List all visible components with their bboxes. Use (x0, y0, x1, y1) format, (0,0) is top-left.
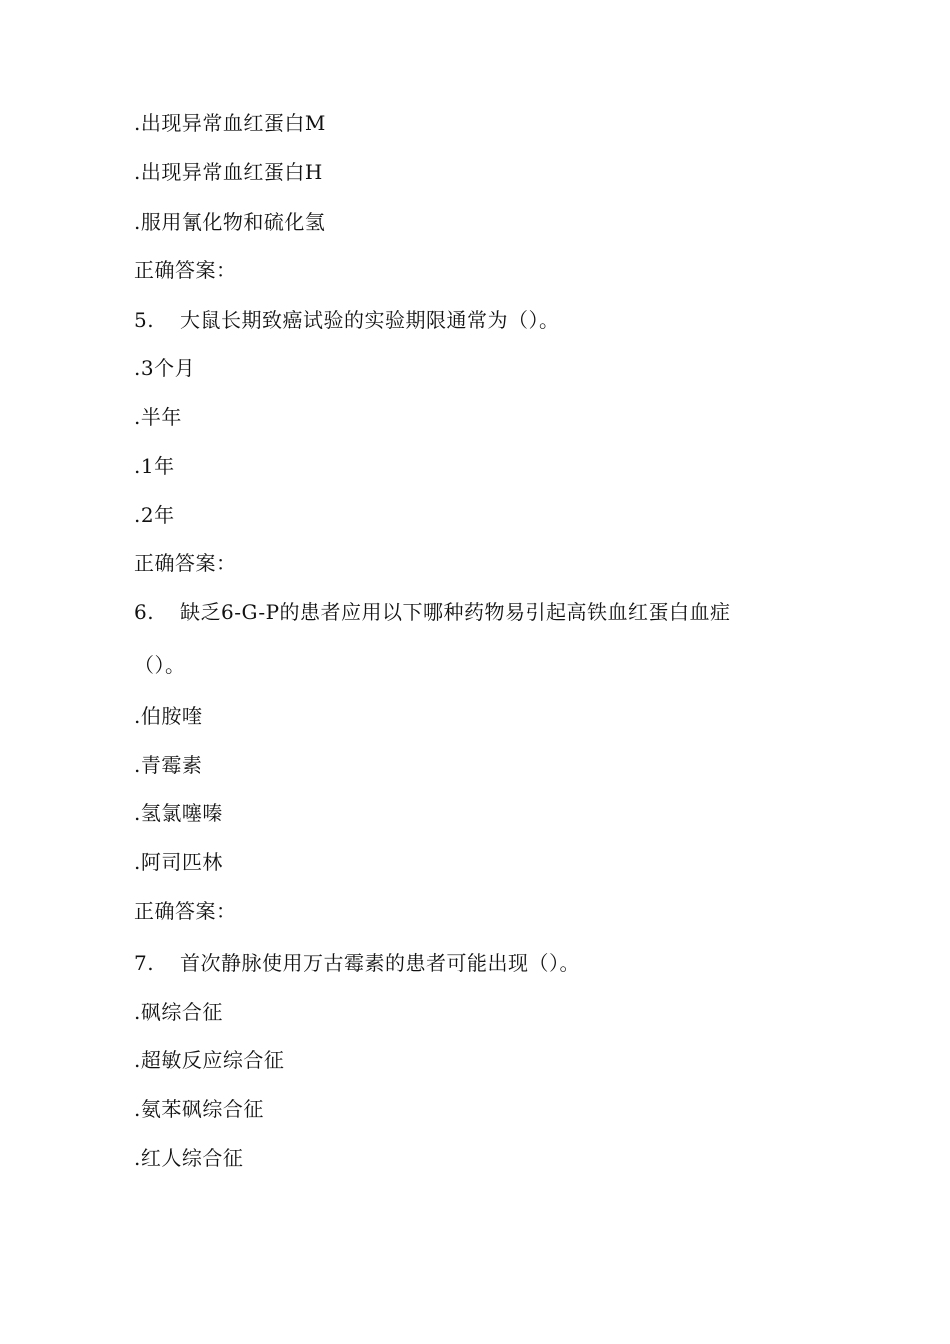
q7-option-1: .砜综合征 (134, 1000, 223, 1024)
q4-answer-label: 正确答案： (134, 258, 237, 282)
q5-option-3: .1年 (134, 454, 175, 478)
q7-question (134, 950, 580, 976)
q6-number: 6. (134, 600, 155, 624)
q7-option-2: .超敏反应综合征 (134, 1048, 285, 1072)
q5-number: 5. (134, 308, 155, 332)
q6-option-1: .伯胺喹 (134, 704, 203, 728)
q4-option-1: .出现异常血红蛋白M (134, 111, 326, 135)
q5-option-1: .3个月 (134, 356, 196, 380)
q6-option-3: .氢氯噻嗪 (134, 801, 223, 825)
q6-question (134, 599, 731, 625)
q5-option-2: .半年 (134, 405, 182, 429)
q7-option-3: .氨苯砜综合征 (134, 1097, 264, 1121)
q7-option-4: .红人综合征 (134, 1146, 244, 1170)
q4-option-3: .服用氰化物和硫化氢 (134, 210, 326, 234)
q5-answer-label: 正确答案： (134, 551, 237, 575)
q5-text: 大鼠长期致癌试验的实验期限通常为（）。 (180, 308, 560, 332)
q5-question (134, 307, 560, 333)
q6-option-4: .阿司匹林 (134, 850, 223, 874)
q7-number: 7. (134, 951, 155, 975)
q7-text: 首次静脉使用万古霉素的患者可能出现（）。 (180, 951, 580, 975)
q6-question-cont: （）。 (134, 653, 186, 677)
q6-option-2: .青霉素 (134, 753, 203, 777)
q6-answer-label: 正确答案： (134, 899, 237, 923)
q4-option-2: .出现异常血红蛋白H (134, 160, 323, 184)
q6-text: 缺乏6-G-P的患者应用以下哪种药物易引起高铁血红蛋白血症 (180, 600, 731, 624)
q5-option-4: .2年 (134, 503, 175, 527)
